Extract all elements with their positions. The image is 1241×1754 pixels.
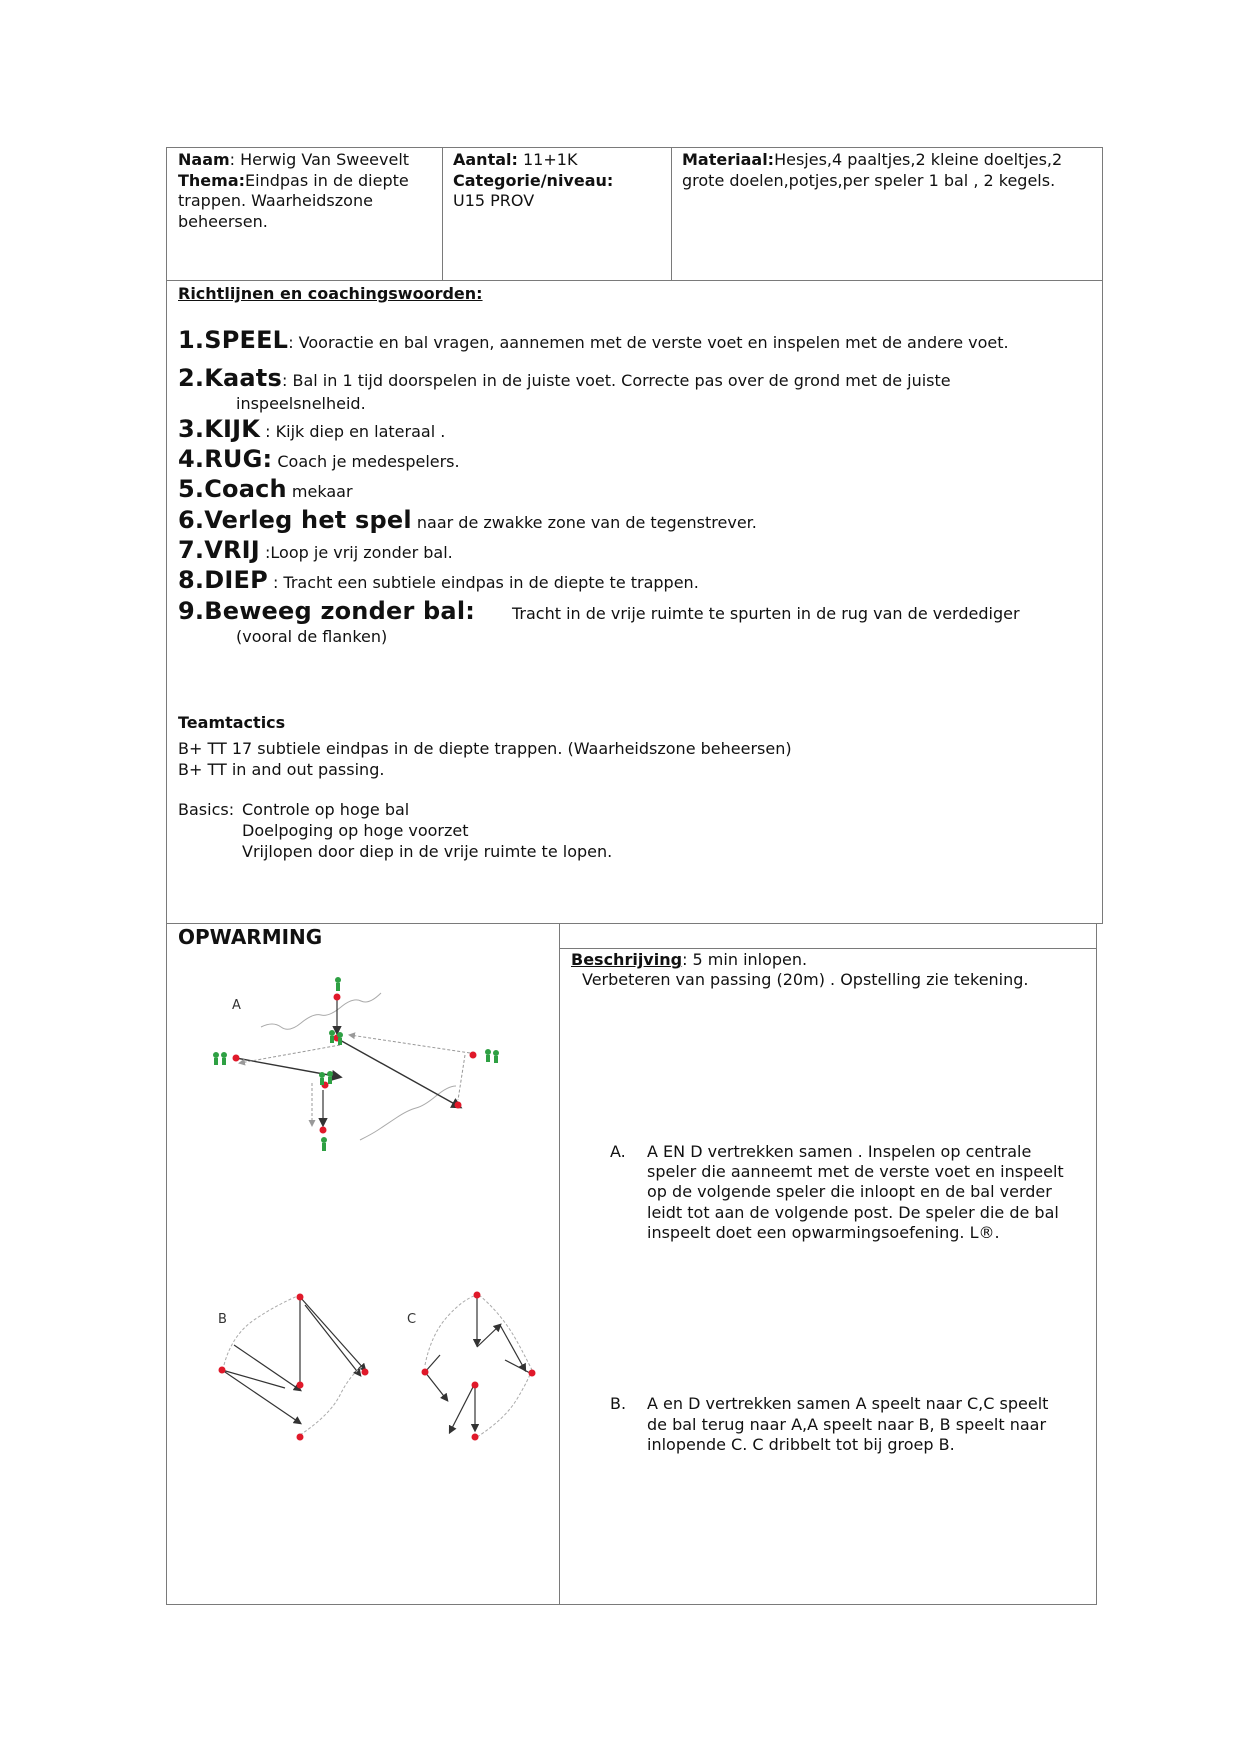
item-b-text: A en D vertrekken samen A speelt naar C,C speelt de bal terug naar A,A speelt naar B, B speelt naar inlopende C. C dribbelt tot bij groep B. — [647, 1394, 1049, 1454]
thema-value-3: beheersen. — [178, 211, 268, 231]
categorie-label: Categorie/niveau: — [453, 170, 614, 190]
guideline-3: 3.KIJK : Kijk diep en lateraal . — [178, 415, 446, 443]
cone-dot — [422, 1369, 429, 1376]
guideline-2-cont: inspeelsnelheid. — [236, 394, 366, 413]
categorie-value: U15 PROV — [453, 191, 535, 210]
basics-item-3: Vrijlopen door diep in de vrije ruimte te lopen. — [242, 842, 613, 861]
naam-value: : Herwig Van Sweevelt — [229, 150, 410, 169]
player-icon — [213, 977, 499, 1151]
diagram-a-label: A — [232, 998, 241, 1013]
basics-item-2: Doelpoging op hoge voorzet — [242, 821, 469, 840]
cone-dot — [362, 1369, 369, 1376]
guideline-9: 9.Beweeg zonder bal: — [178, 597, 476, 625]
thema-label: Thema: — [178, 170, 246, 190]
pass-arrow — [222, 1370, 300, 1423]
cone-dot — [529, 1370, 536, 1377]
guideline-4: 4.RUG: Coach je medespelers. — [178, 445, 460, 473]
cone-dot — [320, 1127, 327, 1134]
warmup-header-rule — [559, 948, 1097, 949]
guideline-9-cont: (vooral de flanken) — [236, 627, 388, 646]
guideline-6: 6.Verleg het spel naar de zwakke zone van de tegenstrever. — [178, 506, 757, 534]
cone-dot — [297, 1382, 304, 1389]
info-cell-aantal — [453, 150, 668, 212]
aantal-value: 11+1K — [517, 150, 578, 169]
item-a-marker: A. — [610, 1142, 626, 1161]
materiaal-label: Materiaal: — [682, 150, 775, 169]
pass-arrow — [305, 1305, 360, 1375]
info-divider-1 — [442, 147, 443, 281]
diagram-b-label: B — [218, 1312, 227, 1327]
pass-arrow — [300, 1297, 365, 1370]
guidelines-heading: Richtlijnen en coachingswoorden: — [178, 284, 483, 303]
guideline-5: 5.Coach mekaar — [178, 475, 353, 503]
item-b-marker: B. — [610, 1394, 627, 1413]
return-arrow — [240, 1045, 340, 1063]
teamtactics-line-2: B+ TT in and out passing. — [178, 760, 385, 779]
run-path — [479, 1295, 533, 1373]
warmup-description: Beschrijving: 5 min inlopen. — [571, 950, 808, 969]
guideline-1: 1.SPEEL: Vooractie en bal vragen, aannemen met de verste voet en inspelen met de andere voet. — [178, 326, 1009, 354]
naam-label: Naam — [178, 150, 230, 169]
diagram-a — [200, 975, 530, 1175]
pass-arrow — [505, 1360, 530, 1373]
thema-value-1: Eindpas in de diepte — [245, 170, 409, 190]
run-path — [477, 1369, 532, 1437]
run-path — [300, 1367, 362, 1435]
cone-dot — [455, 1102, 462, 1109]
warmup-description-line-2: Verbeteren van passing (20m) . Opstelling zie tekening. — [582, 970, 1029, 989]
run-path — [224, 1295, 300, 1365]
warmup-divider — [559, 923, 560, 1605]
cone-dot — [470, 1052, 477, 1059]
basics-label: Basics: — [178, 800, 235, 819]
pass-arrow — [477, 1325, 500, 1347]
diagram-c — [405, 1285, 545, 1455]
run-path — [425, 1295, 477, 1365]
diagram-c-label: C — [407, 1312, 417, 1327]
cone-dot — [297, 1294, 304, 1301]
cone-dot — [219, 1367, 226, 1374]
return-arrow — [350, 1035, 470, 1053]
pass-arrow — [450, 1387, 473, 1432]
pass-arrow — [425, 1372, 447, 1400]
cone-dot — [334, 994, 341, 1001]
warmup-title: OPWARMING — [178, 925, 323, 949]
diagram-b — [210, 1285, 370, 1455]
info-cell-materiaal — [682, 150, 1097, 191]
guideline-2: 2.Kaats: Bal in 1 tijd doorspelen in de juiste voet. Correcte pas over de grond met de juiste — [178, 364, 951, 392]
aantal-label: Aantal: — [453, 150, 518, 169]
return-arrow — [458, 1055, 465, 1100]
cone-dot — [472, 1382, 479, 1389]
guideline-8: 8.DIEP : Tracht een subtiele eindpas in de diepte te trappen. — [178, 566, 699, 594]
basics-item-1: Controle op hoge bal — [242, 800, 410, 819]
materiaal-value-2: grote doelen,potjes,per speler 1 bal , 2 kegels. — [682, 170, 1056, 190]
cone-dot — [233, 1055, 240, 1062]
guideline-9-text: Tracht in de vrije ruimte te spurten in de rug van de verdediger — [512, 604, 1020, 623]
cone-dot — [297, 1434, 304, 1441]
cone-dot — [472, 1434, 479, 1441]
run-path — [360, 1086, 456, 1140]
teamtactics-line-1: B+ TT 17 subtiele eindpas in de diepte trappen. (Waarheidszone beheersen) — [178, 739, 792, 758]
item-a-text: A EN D vertrekken samen . Inspelen op centrale speler die aanneemt met de verste voet en inspeelt op de volgende speler die inloopt en de bal verder leidt tot aan de volgende post. De speler die de bal inspeelt doet een opwarmingsoefening. L®. — [647, 1142, 1064, 1242]
run-path — [261, 993, 381, 1029]
info-cell-naam — [178, 150, 440, 232]
thema-value-2: trappen. Waarheidszone — [178, 191, 373, 210]
guideline-7: 7.VRIJ :Loop je vrij zonder bal. — [178, 536, 453, 564]
materiaal-value-1: Hesjes,4 paaltjes,2 kleine doeltjes,2 — [774, 150, 1063, 169]
pass-arrow — [338, 1039, 460, 1107]
teamtactics-heading: Teamtactics — [178, 713, 286, 732]
info-divider-2 — [671, 147, 672, 281]
cone-dot — [474, 1292, 481, 1299]
